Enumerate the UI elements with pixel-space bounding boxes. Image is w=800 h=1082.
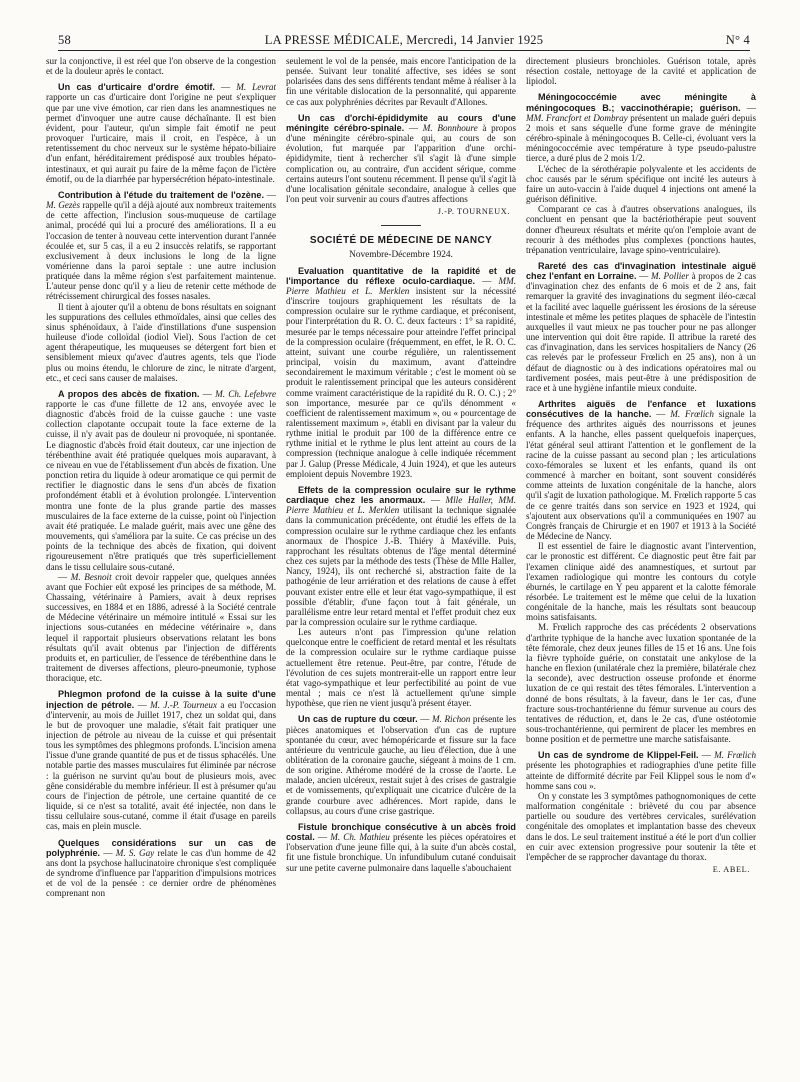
author: M. Ch. Mathieu: [330, 832, 390, 843]
article-text: insistent sur la nécessité d'inscrire toujours graphiquement les résultats de la compression oculaire sur le rythme cardiaque, et préconisent, pour l'interprétation du R. O. C. deux facteurs : 1° sa rapidité, mesurée par le temps nécessaire pour atteindre l'effet principal de la compression oculaire (fréquemment, en effet, le R. O. C. atteint, suivant une courbe régulière, un ralentissement principal, voisin du maximum, avant d'atteindre secondairement le maximum véritable ; c'est le moment où se produit le ralentissement principal que les auteurs considèrent comme vraiment caractéristique de la rapidité du R. O. C.) ; 2° son importance, mesurée par ce qu'ils dénomment « coefficient de ralentissement maximum », ou « pourcentage de ralentissement maximum », établi en divisant par la valeur du rythme initial le produit par 100 de la différence entre ce rythme initial et le rythme le plus lent atteint au cours de la compression (technique analogue à celle indiquée récemment par J. Galup (Presse Médicale, 4 Juin 1924), et que les auteurs emploient depuis Novembre 1923.: [286, 285, 516, 479]
article-text: présente les photographies et radiographies d'une petite fille atteinte de difformité décrite par Feil Klippel sous le nom d'« homme sans cou ».: [526, 760, 756, 791]
paragraph: M. Frœlich rapproche des cas précédents 2 observations d'arthrite typhique de la hanche avec luxation spontanée de la tête fémorale, chez deux jeunes filles de 15 et 16 ans. Une fois la fièvre typhoïde guérie, on constatait une ankylose de la hanche en flexion (unilatérale chez la première, bilatérale chez la seconde), avec destruction osseuse profonde et énorme luxation de ce qui restait des têtes fémorales. L'intervention a donné de bons résultats, à la faveur, dans le 1er cas, d'une fracture sous-trochantérienne du fémur survenue au cours des tentatives de réduction, et, dans le 2e cas, d'une ostéotomie sous-trochantérienne, qui permirent de placer les membres en bonne position et de permettre une marche satisfaisante.: [526, 622, 756, 745]
article-text: à propos de 2 cas d'invagination chez des enfants de 6 mois et de 2 ans, fait remarquer la gravité des invaginations du segment iléo-cæcal et la facilité avec laquelle guérissent les érosions de la séreuse intestinale et même les petites plaques de sphacèle de l'intestin auxquelles il vaut mieux ne pas toucher pour ne pas allonger une intervention qui doit être rapide. Il attribue la rareté des cas d'invagination, dans les services hospitaliers de Nancy (26 cas relevés par le professeur Frœlich en 25 ans), non à un défaut de diagnostic ou à des indications opératoires mal ou tardivement posées, mais peut-être à une prédisposition de race et à une hygiène infantile mieux conduite.: [526, 271, 756, 393]
paragraph: — M. Besnoit croit devoir rappeler que, quelques années avant que Fochier eût exposé les principes de sa méthode, M. Chassaing, vétérinaire à Pamiers, avait à deux reprises successives, en 1884 et en 1886, adressé à la Société centrale de Médecine vétérinaire un mémoire intitulé « Essai sur les injections sous-cutanées en médecine vétérinaire », dans lequel il rapportait plusieurs observations relatant les bons résultats qu'il avait obtenus par l'injection de différents produits et, en particulier, de l'essence de térébenthine dans le traitement de diverses affections, pleuro-pneumonie, typhose thoracique, etc.: [46, 571, 276, 684]
column-1: [46, 56, 276, 1076]
article-arthrites: Arthrites aiguës de l'enfance et luxations consécutives de la hanche. — M. Frœlich signale la fréquence des arthrites aiguës des nourrissons et jeunes enfants. A la hanche, elles passent quelquefois inaperçues, l'état général seul attirant l'attention et le gonflement de la racine de la cuisse passant au second plan ; les articulations coxo-fémorales se luxent et les enfants, quand ils ont commencé à marcher en boitant, sont souvent considérés comme atteints de luxation congénitale de la hanche, alors qu'il s'agit de luxation pathologique. M. Frœlich rapporte 5 cas de ce genre traités dans son service en 1923 et 1924, qui s'ajoutent aux observations qu'il a communiquées en 1907 au Congrès français de Chirurgie et en 1907 et 1913 à la Société de Médecine de Nancy.: [526, 399, 756, 542]
article-heading: Un cas d'orchi-épididymite au cours d'une méningite cérébro-spinale.: [286, 112, 516, 133]
signature: E. ABEL.: [712, 865, 750, 875]
article-text: croit devoir rappeler que, quelques années avant que Fochier eût exposé les principes de sa méthode, M. Chassaing, vétérinaire à Pamiers, avait à deux reprises successives, en 1884 et en 1886, adressé à la Société centrale de Médecine vétérinaire un mémoire intitulé « Essai sur les injections sous-cutanées en médecine vétérinaire », dans lequel il rapportait plusieurs observations relatant les bons résultats qu'il avait obtenus par l'injection de différents produits et, en particulier, de l'essence de térébenthine dans le traitement de diverses affections, pleuro-pneumonie, typhose thoracique, etc.: [46, 571, 276, 684]
article-heading: A propos des abcès de fixation.: [58, 388, 200, 399]
article-heading: Un cas d'urticaire d'ordre émotif.: [58, 82, 215, 93]
article-text: présentent un malade guéri depuis 2 mois et sans séquelle d'une forme grave de méningite cérébro-spinale à méningocoques B. Celle-ci, évoluant vers la méningococcémie avec température à type pseudo-palustre tierce, a duré plus de 2 mois 1/2.: [526, 112, 756, 164]
society-title: SOCIÉTÉ DE MÉDECINE DE NANCY: [309, 235, 493, 247]
paragraph: sur la conjonctive, il est réel que l'on observe de la congestion et de la douleur après le contact.: [46, 56, 276, 77]
article-reflexe: Evaluation quantitative de la rapidité et de l'importance du réflexe oculo-cardiaque. — MM. Pierre Mathieu et L. Merklen insistent sur la nécessité d'inscrire toujours graphiquement les résultats de la compression oculaire sur le rythme cardiaque, et préconisent, pour l'interprétation du R. O. C. deux facteurs : 1° sa rapidité, mesurée par le temps nécessaire pour atteindre l'effet principal de la compression oculaire (fréquemment, en effet, le R. O. C. atteint, suivant une courbe régulière, un ralentissement principal, voisin du maximum, avant d'atteindre secondairement le maximum véritable ; c'est le moment où se produit le ralentissement principal que les auteurs considèrent comme vraiment caractéristique de la rapidité du R. O. C.) ; 2° son importance, mesurée par ce qu'ils dénomment « coefficient de ralentissement maximum », ou « pourcentage de ralentissement maximum », établi en divisant par la valeur du rythme initial le produit par 100 de la différence entre ce rythme initial et le rythme le plus lent atteint au cours de la compression (technique analogue à celle indiquée récemment par J. Galup (Presse Médicale, 4 Juin 1924), et que les auteurs emploient depuis Novembre 1923.: [286, 265, 516, 479]
article-invagination: Rareté des cas d'invagination intestinale aiguë chez l'enfant en Lorraine. — M. Pollier à propos de 2 cas d'invagination chez des enfants de 6 mois et de 2 ans, fait remarquer la gravité des invaginations du segment iléo-cæcal et la facilité avec laquelle guérissent les érosions de la séreuse intestinale et même les petites plaques de sphacèle de l'intestin auxquelles il vaut mieux ne pas toucher pour ne pas allonger une intervention qui doit être rapide. Il attribue la rareté des cas d'invagination, dans les services hospitaliers de Nancy (26 cas relevés par le professeur Frœlich en 25 ans), non à un défaut de diagnostic ou à des indications opératoires mal ou tardivement posées, mais peut-être à une prédisposition de race et à une hygiène infantile mieux conduite.: [526, 260, 756, 393]
author: M. J.-P. Tourneux: [150, 699, 217, 710]
article-urticaire: Un cas d'urticaire d'ordre émotif. — M. Levrat rapporte un cas d'urticaire dont l'origine ne peut s'expliquer que par une vive émotion, car rien dans les anamnestiques ne permet d'invoquer une autre cause déchaînante. Il est bien évident, pour l'auteur, qu'un simple fait émotif ne peut provoquer l'urticaire, mais il croit, en l'espèce, à un retentissement du choc nerveux sur le système hépato-biliaire d'un enfant, héréditairement prédisposé aux troubles hépato-intestinaux, et qui aurait pu faire de la même façon de l'ictère émotif, ou de la diarrhée par hypersécrétion hépato-intestinale.: [46, 82, 276, 184]
article-text: présente les pièces anatomiques et l'observation d'un cas de rupture spontanée du cœur, avec hémopéricarde et fissure sur la face antérieure du ventricule gauche, au lieu d'élection, due à une oblitération de la coronaire gauche, siégeant à moins de 1 cm. de son origine. Athérome modéré de la crosse de l'aorte. Le malade, ancien ulcéreux, restait sujet à des crises de gastralgie et de vomissements, qu'expliquait une cicatrice d'ulcère de la grande courbure avec adhérences. Mort rapide, dans le collapsus, au cours d'une crise gastrique.: [286, 714, 516, 816]
article-text: a eu l'occasion d'intervenir, au mois de Juillet 1917, chez un soldat qui, dans le but de provoquer une maladie, s'était fait pratiquer une injection de pétrole au niveau de la cuisse et qui présentait tous les symptômes des phlegmons profonds. L'incision amena l'issue d'une grande quantité de pus et de tissus sphacélés. Une notable partie des masses musculaires fut éliminée par nécrose : la guérison ne survint qu'au bout de plusieurs mois, avec gêne considérable du membre inférieur. Il est à présumer qu'au cours de l'injection de pétrole, une certaine quantité de ce liquide, si ce n'est sa totalité, avait été injectée, non dans le tissu cellulaire sous-cutané, comme il était d'usage en pareils cas, mais en plein muscle.: [46, 699, 276, 832]
page-number: 58: [58, 33, 71, 47]
article-heading: Fistule bronchique consécutive à un abcès froid costal.: [286, 821, 516, 843]
article-abces-fixation: A propos des abcès de fixation. — M. Ch. Lefebvre rapporte le cas d'une fillette de 12 ans, envoyée avec le diagnostic d'abcès froid de la cuisse gauche : une vaste collection clapotante occupait toute la face externe de la cuisse, il n'y avait pas de douleur ni provoquée, ni spontanée. Le diagnostic d'abcès froid était douteux, car une injection de térébenthine avait été pratiquée quelques mois auparavant, à ce niveau en vue de l'établissement d'un abcès de fixation. Une ponction retira du liquide à odeur aromatique ce qui permit de rectifier le diagnostic dans le sens d'un abcès de fixation profondément établi et à évolution prolongée. L'intervention montra une fonte de la plus grande partie des masses musculaires de la face externe de la cuisse, point où l'injection avait été pratiquée. Le malade guérit, mais avec une gêne des mouvements, qui s'améliora par la suite. Ce cas précise un des points de la technique des abcès de fixation, qui doivent rigoureusement n'être pratiqués que très superficiellement dans le tissu cellulaire sous-cutané.: [46, 388, 276, 572]
article-heading: Un cas de rupture du cœur.: [298, 714, 418, 725]
article-anormaux: Effets de la compression oculaire sur le rythme cardiaque chez les anormaux. — Mlle Haller, MM. Pierre Mathieu et L. Merklen utilisant la technique signalée dans la communication précédente, ont étudié les effets de la compression oculaire sur le rythme cardiaque chez les enfants anormaux de l'hospice J.-B. Thiéry à Maxéville. Puis, rapprochant les résultats obtenus de l'âge mental déterminé chez ces sujets par la méthode des tests (Thèse de Mlle Haller, Nancy, 1924), ils ont recherché si, abstraction faite de la pathogénie de leur arriération et des relations de cause à effet pouvant exister entre elle et leur état vago-sympathique, il est possible d'établir, d'une façon tout à fait générale, un parallélisme entre leur retard mental et l'effet produit chez eux par la compression oculaire sur le rythme cardiaque.: [286, 484, 516, 627]
journal-title: LA PRESSE MÉDICALE, Mercredi, 14 Janvier 1925: [264, 33, 544, 47]
article-ozene: Contribution à l'étude du traitement de l'ozène. — M. Gezès rappelle qu'il a déjà ajouté aux nombreux traitements de cette affection, l'inclusion sous-muqueuse de cartilage animal, procédé qui lui a procuré des améliorations. Il a eu l'occasion de tenter à nouveau cette intervention durant l'année écoulée et, sur 5 cas, il a eu 2 insuccès relatifs, se rapportant exclusivement à deux inclusions le long de la ligne vomérienne dans la paroi septale : une autre inclusion pratiquée dans la même région s'est parfaitement maintenue. L'auteur pense donc qu'il y a lieu de retenir cette méthode de rétrécissement chirurgical des fosses nasales.: [46, 189, 276, 302]
paragraph: Il tient à ajouter qu'il a obtenu de bons résultats en soignant les suppurations des cellules ethmoïdales, ainsi que celles des sinus sphénoïdaux, à l'aide d'instillations d'une suspension huileuse d'iode colloïdal (iodiol Viel). Sous l'action de cet agent thérapeutique, les muqueuses se détergent fort bien et sensiblement mieux qu'avec d'autres agents, tels que l'iode plus ou moins étendu, le chlorure de zinc, le nitrate d'argent, etc., et ceci sans causer de malaises.: [46, 301, 276, 383]
article-text: à propos d'une méningite cérébro-spinale qui, au cours de son évolution, fut marquée par l'apparition d'une orchi-épididymite, tient à rechercher s'il s'agit là d'une simple complication ou, au contraire, d'un accident sérique, comme certains auteurs l'ont soutenu récemment. Il pense qu'il s'agit là d'une localisation génitale secondaire, analogue à celles que l'on peut voir survenir au cours d'autres affections: [286, 122, 516, 205]
section-divider: [381, 225, 421, 226]
author: M. Frœlich: [714, 750, 756, 761]
article-text: relate le cas d'un homme de 42 ans dont la psychose hallucinatoire chronique s'est compliquée de syndrome d'influence par l'apparition d'impulsions motrices et de vol de la pensée : ce dernier ordre de phénomènes comprenant non: [46, 847, 276, 899]
author: MM. Pierre Mathieu et L. Merklen: [286, 275, 516, 296]
article-heading: Contribution à l'étude du traitement de l'ozène.: [58, 189, 264, 200]
author: M. Ch. Lefebvre: [215, 388, 276, 399]
article-text: rapporte le cas d'une fillette de 12 ans, envoyée avec le diagnostic d'abcès froid de la cuisse gauche : une vaste collection clapotante occupait toute la face externe de la cuisse, il n'y avait pas de douleur ni provoquée, ni spontanée. Le diagnostic d'abcès froid était douteux, car une injection de térébenthine avait été pratiquée quelques mois auparavant, à ce niveau en vue de l'établissement d'un abcès de fixation. Une ponction retira du liquide à odeur aromatique ce qui permit de rectifier le diagnostic dans le sens d'un abcès de fixation profondément établi et à évolution prolongée. L'intervention montra une fonte de la plus grande partie des masses musculaires de la face externe de la cuisse, point où l'injection avait été pratiquée. Le malade guérit, mais avec une gêne des mouvements, qui s'améliora par la suite. Ce cas précise un des points de la technique des abcès de fixation, qui doivent rigoureusement n'être pratiqués que très superficiellement dans le tissu cellulaire sous-cutané.: [46, 399, 276, 572]
author: M. S. Gay: [115, 847, 155, 858]
author: Mlle Haller, MM. Pierre Mathieu et L. Merklen: [286, 495, 516, 516]
article-rupture-coeur: Un cas de rupture du cœur. — M. Richon présente les pièces anatomiques et l'observation d'un cas de rupture spontanée du cœur, avec hémopéricarde et fissure sur la face antérieure du ventricule gauche, au lieu d'élection, due à une oblitération de la coronaire gauche, siégeant à moins de 1 cm. de son origine. Athérome modéré de la crosse de l'aorte. Le malade, ancien ulcéreux, restait sujet à des crises de gastralgie et de vomissements, qu'expliquait une cicatrice d'ulcère de la grande courbure avec adhérences. Mort rapide, dans le collapsus, au cours d'une crise gastrique.: [286, 714, 516, 816]
author: M. Richon: [432, 714, 471, 725]
column-3: [526, 56, 756, 1076]
article-klippel-feil: Un cas de syndrome de Klippel-Feil. — M. Frœlich présente les photographies et radiographies d'une petite fille atteinte de difformité décrite par Feil Klippel sous le nom d'« homme sans cou ».: [526, 750, 756, 791]
author: M. Bonnhoure: [422, 122, 478, 133]
article-text: rapporte un cas d'urticaire dont l'origine ne peut s'expliquer que par une vive émotion, car rien dans les anamnestiques ne permet d'invoquer une autre cause déchaînante. Il est bien évident, pour l'auteur, qu'un simple fait émotif ne peut provoquer l'urticaire, mais il croit, en l'espèce, à un retentissement du choc nerveux sur le système hépato-biliaire d'un enfant, héréditairement prédisposé aux troubles hépato-intestinaux, et qui aurait pu faire de la même façon de l'ictère émotif, ou de la diarrhée par hypersécrétion hépato-intestinale.: [46, 92, 276, 184]
author: M. Pollier: [650, 271, 689, 282]
author: M. Levrat: [236, 82, 276, 93]
article-heading: Quelques considérations sur un cas de polyphrénie.: [46, 837, 276, 858]
paragraph: L'échec de la sérothérapie polyvalente et les accidents de choc causés par le sérum spécifique ont incité les auteurs à faire un auto-vaccin à l'aide duquel 4 injections ont amené la guérison définitive.: [526, 163, 756, 205]
author: M. Besnoit: [70, 571, 112, 582]
article-heading: Méningococcémie avec méningite à méningocoques B.; vaccinothérapie; guérison.: [526, 92, 756, 113]
paragraph: Il est essentiel de faire le diagnostic avant l'intervention, car le pronostic est différent. Ce diagnostic peut être fait par l'examen clinique aidé des anamnestiques, et surtout par l'examen radiologique qui montre les contours du cotyle éburnés, le cartilage en Y peu apparent et la calotte fémorale résorbée. Le traitement est le même que celui de la luxation congénitale de la hanche, mais les résultats sont beaucoup moins satisfaisants.: [526, 541, 756, 623]
article-heading: Rareté des cas d'invagination intestinale aiguë chez l'enfant en Lorraine.: [526, 260, 756, 282]
paragraph: seulement le vol de la pensée, mais encore l'anticipation de la pensée. Suivant leur tonalité affective, ses idées se sont polarisées dans des sens différents tendant même à réaliser à la fin une véritable dislocation de la personnalité, qui apparente ce cas aux polyphrénies décrites par Revault d'Allones.: [286, 56, 516, 107]
article-phlegmon: Phlegmon profond de la cuisse à la suite d'une injection de pétrole. — M. J.-P. Tourneux a eu l'occasion d'intervenir, au mois de Juillet 1917, chez un soldat qui, dans le but de provoquer une maladie, s'était fait pratiquer une injection de pétrole au niveau de la cuisse et qui présentait tous les symptômes des phlegmons profonds. L'incision amena l'issue d'une grande quantité de pus et de tissus sphacélés. Une notable partie des masses musculaires fut éliminée par nécrose : la guérison ne survint qu'au bout de plusieurs mois, avec gêne considérable du membre inférieur. Il est à présumer qu'au cours de l'injection de pétrole, une certaine quantité de ce liquide, si ce n'est sa totalité, avait été injectée, non dans le tissu cellulaire sous-cutané, comme il était d'usage en pareils cas, mais en plein muscle.: [46, 689, 276, 832]
article-heading: Effets de la compression oculaire sur le rythme cardiaque chez les anormaux.: [286, 484, 516, 506]
article-text: signale la fréquence des arthrites aiguës des nourrissons et jeunes enfants. A la hanche, elles passent quelquefois inaperçues, l'état général seul attirant l'attention et le gonflement de la racine de la cuisse passant au second plan ; les articulations coxo-fémorales se luxent et les enfants, quand ils ont commencé à marcher en boitant, sont souvent considérés comme atteints de luxation congénitale de la hanche, alors qu'il s'agit de luxation pathologique. M. Frœlich rapporte 5 cas de ce genre traités dans son service en 1923 et 1924, qui s'ajoutent aux observations qu'il a communiquées en 1907 au Congrès français de Chirurgie et en 1907 et 1913 à la Société de Médecine de Nancy.: [526, 409, 756, 542]
society-date: Novembre-Décembre 1924.: [349, 249, 453, 260]
paragraph: Comparant ce cas à d'autres observations analogues, ils concluent en pensant que la bactériothérapie peut souvent donner d'heureux résultats et mérite qu'on l'emploie avant de recourir à des méthodes plus complexes (ponctions hautes, trépanation ventriculaire, lavage spino-ventriculaire).: [526, 204, 756, 255]
running-header: [58, 33, 750, 51]
issue-number: N° 4: [725, 33, 750, 47]
article-heading: Un cas de syndrome de Klippel-Feil.: [538, 750, 699, 761]
article-orchi-epididymite: Un cas d'orchi-épididymite au cours d'une méningite cérébro-spinale. — M. Bonnhoure à propos d'une méningite cérébro-spinale qui, au cours de son évolution, fut marquée par l'apparition d'une orchi-épididymite, tient à rechercher s'il s'agit là d'une simple complication ou, au contraire, d'un accident sérique, comme certains auteurs l'ont soutenu récemment. Il pense qu'il s'agit là d'une localisation génitale secondaire, analogue à celles que l'on peut voir survenir au cours d'autres affections: [286, 112, 516, 205]
article-text: utilisant la technique signalée dans la communication précédente, ont étudié les effets de la compression oculaire sur le rythme cardiaque chez les enfants anormaux de l'hospice J.-B. Thiéry à Maxéville. Puis, rapprochant les résultats obtenus de l'âge mental déterminé chez ces sujets par la méthode des tests (Thèse de Mlle Haller, Nancy, 1924), ils ont recherché si, abstraction faite de la pathogénie de leur arriération et des relations de cause à effet pouvant exister entre elle et leur état vago-sympathique, il est possible d'établir, d'une façon tout à fait générale, un parallélisme entre leur retard mental et l'effet produit chez eux par la compression oculaire sur le rythme cardiaque.: [286, 505, 516, 627]
article-heading: Phlegmon profond de la cuisse à la suite d'une injection de pétrole.: [46, 689, 276, 710]
article-text: rappelle qu'il a déjà ajouté aux nombreux traitements de cette affection, l'inclusion sous-muqueuse de cartilage animal, procédé qui lui a procuré des améliorations. Il a eu l'occasion de tenter à nouveau cette intervention durant l'année écoulée et, sur 5 cas, il a eu 2 insuccès relatifs, se rapportant exclusivement à deux inclusions le long de la ligne vomérienne dans la paroi septale : une autre inclusion pratiquée dans la même région s'est parfaitement maintenue. L'auteur pense donc qu'il y a lieu de retenir cette méthode de rétrécissement chirurgical des fosses nasales.: [46, 200, 276, 302]
author: M. Frœlich: [670, 409, 714, 420]
article-polyphrenie: Quelques considérations sur un cas de polyphrénie. — M. S. Gay relate le cas d'un homme de 42 ans dont la psychose hallucinatoire chronique s'est compliquée de syndrome d'influence par l'apparition d'impulsions motrices et de vol de la pensée : ce dernier ordre de phénomènes comprenant non: [46, 837, 276, 899]
paragraph: directement plusieurs bronchioles. Guérison totale, après résection costale, nettoyage de la cavité et application de lipiodol.: [526, 56, 756, 87]
column-2: [286, 56, 516, 1076]
author: MM. Francfort et Dombray: [526, 112, 628, 123]
article-meningococcemie: Méningococcémie avec méningite à méningocoques B.; vaccinothérapie; guérison. — MM. Francfort et Dombray présentent un malade guéri depuis 2 mois et sans séquelle d'une forme grave de méningite cérébro-spinale à méningocoques B. Celle-ci, évoluant vers la méningococcémie avec température à type pseudo-palustre tierce, a duré plus de 2 mois 1/2.: [526, 92, 756, 164]
article-heading: Arthrites aiguës de l'enfance et luxations consécutives de la hanche.: [526, 399, 756, 420]
header-rule: [58, 50, 750, 51]
article-text: présente les pièces opératoires et l'observation d'une jeune fille qui, à la suite d'un abcès costal, fit une fistule bronchique. Un infundibulum cutané conduisait sur une petite caverne pulmonaire dans laquelle s'abouchaient: [286, 832, 516, 873]
author: M. Gezès: [46, 200, 80, 211]
article-heading: Evaluation quantitative de la rapidité et de l'importance du réflexe oculo-cardiaque.: [286, 265, 516, 286]
signature: J.-P. TOURNEUX.: [437, 207, 510, 217]
paragraph: On y constate les 3 symptômes pathognomoniques de cette malformation congénitale : brièveté du cou par absence partielle ou soudure des vertèbres cervicales, surélévation congénitale des omoplates et implantation basse des cheveux dans le dos. Le seul traitement institué a été le port d'un collier en cuir avec extension progressive pour soutenir la tête et l'empêcher de se rapprocher davantage du thorax.: [526, 790, 756, 862]
article-fistule: Fistule bronchique consécutive à un abcès froid costal. — M. Ch. Mathieu présente les pièces opératoires et l'observation d'une jeune fille qui, à la suite d'un abcès costal, fit une fistule bronchique. Un infundibulum cutané conduisait sur une petite caverne pulmonaire dans laquelle s'abouchaient: [286, 821, 516, 873]
paragraph: Les auteurs n'ont pas l'impression qu'une relation quelconque entre le coefficient de retard mental et les résultats de la compression oculaire sur le rythme cardiaque puisse actuellement être retenue. Peut-être, par contre, l'étude de l'évolution de ces sujets montrerait-elle un rapport entre leur état vago-sympathique et leur perfectibilité au point de vue mental ; mais ce n'est là actuellement qu'une simple hypothèse, que rien ne vient jusqu'à présent étayer.: [286, 627, 516, 709]
